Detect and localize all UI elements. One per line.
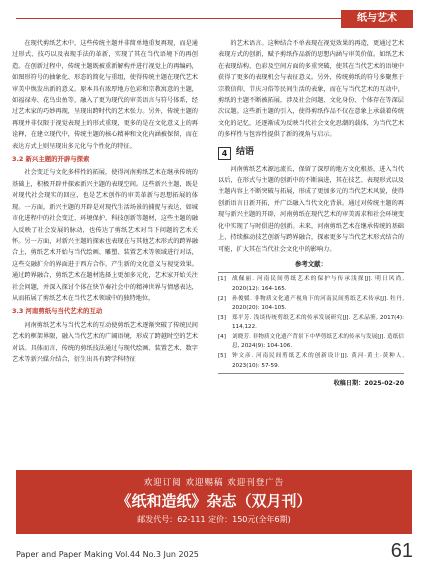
paragraph: 在现代剪纸艺术中，这些传统主题并非简单地重复再现，而是通过形式、技巧以及表现手法的革新，实现了其在当代语境下的再创造。在创新过程中，传统主题既被重新解构并进行视觉上的再编码，如图形符号的抽象化、形态的简化与重组，使得传统主题在现代艺术审美中焕发出新的意义。原本具有浓厚地方色彩和宗教寓意的主题，如福禄寿、花鸟虫鱼等，融入了更为现代的审美语言与符号体系，经过艺术家的巧妙再现，呈现出跨时代的艺术张力。另外，传统主题的再现并非仅限于视觉表现上的形式重现，更多的是在文化意义上的再诠释，在建立现代中，传统主题的核心精神和文化内涵被保留，而在表达方式上则呈现出多元化与个性化的特征。 xyxy=(12,40,198,150)
references-list xyxy=(218,272,404,374)
paragraph: 社会变迁与文化多样性的拓展，使得河南剪纸艺术在继承传统的基础上，积极开辟并探索新兴主题的表现空间。这些新兴主题，既是对现代社会现实的回应，也是艺术创作的审美革新与思想拓展的体现。一方面，新兴主题的开辟是对现代生活场景的捕捉与表达，如城市化进程中的社会变迁、环境保护、科技创新等题材，这些主题的融入反映了社会发展的脉动，也传达了剪纸艺术对当下问题的艺术关怀。另一方面，对新兴主题的探索也表现在与其他艺术形式的跨界融合上，剪纸艺术开始与当代绘画、雕塑、装置艺术等领域进行对话，这些交融扩介的界面进于西方合作，产生新的文化意义与视觉效果。通过跨界融合，剪纸艺术在题材选择上更加多元化，艺术家开始关注社会问题，并深入探讨个体在快节奏社会中的精神世界与情感表达，从而拓展了剪纸艺术在当代艺术领域中的独特地位。 xyxy=(12,169,198,302)
section-title: 结语 xyxy=(236,147,255,158)
reference-item: [4] 刘晓芳. 非物质文化遗产背景下中华剪纸艺术的传承与发展[J]. 造纸信息, 2024(9): 104-106. xyxy=(218,333,404,350)
banner-line-1: 欢迎订阅 欢迎赐稿 欢迎刊登广告 xyxy=(143,478,285,488)
paragraph: 河南剪纸艺术源远流长，保留了深厚的地方文化根基，进入当代以后，在形式与主题的创新中的不断演进，其在技艺、表现形式以及主题内容上不断突破与拓展，形成了更加多元的当代艺术风貌，使得创新语言日新开拓，并广泛融入当代文化背景。通过对传统主题的再现与新兴主题的开辟，河南剪纸在现代艺术的审美需求和社会环境变化中实现了与时俱进的创新。未来，河南剪纸艺术在继承传统的基础上，持续推动技艺创新与跨界融合，探索更多与当代艺术形式结合的可能，扩大其在当代社会文化中的影响力。 xyxy=(218,165,404,253)
header-rule xyxy=(16,18,367,19)
right-column xyxy=(218,38,404,466)
reference-item: [5] 钟文彦. 河南民间剪纸艺术的创新设计[J]. 黄河·黄土·黄种人, 2023(10): 57-59. xyxy=(218,353,404,369)
reference-item: [1] 战佩丽. 河南民间剪纸艺术的保护与传承浅探[J]. 明日风尚, 2020(12): 164-165. xyxy=(218,276,404,292)
journal-footer: Paper and Paper Making Vol.44 No.3 Jun 2025 xyxy=(16,550,199,559)
banner-title: 《纸和造纸》杂志（双月刊） xyxy=(116,492,312,510)
page-number: 61 xyxy=(390,540,413,562)
paragraph: 的艺术语言。这种结合不单表现在视觉效果的再造，更通过艺术表现方式的创新，赋予剪纸作品新的思想内涵与审美价值。如纸艺术在表现结构、色彩及空间方面的多重突破，使其在当代艺术的语境中获得了更多的表现机会与表征意义。另外，传统剪纸的符号多聚焦于宗教信仰、节庆习俗等民间生活的表象，而在与当代艺术的互动中，剪纸的主题不断被拓展，涉及社会问题、文化身份、个体存在等深层次议题。这些新主题的引入，使得剪纸作品不仅在意象上承载着传统文化的记忆，还逐渐成为反映当代社会文化思潮的载体，为当代艺术的多样性与包容性提供了新的视角与启示。 xyxy=(218,40,404,139)
reference-item: [2] 孙俊媛. 非物质文化遗产视角下的河南民间剪纸艺术传承[J]. 牡丹, 2020(20): 104-105. xyxy=(218,295,404,312)
left-column xyxy=(12,38,198,466)
conclusion-heading xyxy=(218,147,404,160)
received-date: 收稿日期：2025-02-20 xyxy=(333,380,404,388)
section-heading-3-2: 3.2 新兴主题的开辟与探索 xyxy=(12,155,90,164)
page-header xyxy=(0,6,427,28)
subscription-banner xyxy=(16,470,412,534)
section-number: 4 xyxy=(218,147,231,160)
reference-item: [3] 郑平芳. 浅谈传统剪纸艺术的传承发展研究[J]. 艺术品鉴, 2017(4): 114,122. xyxy=(218,314,404,331)
references-title: 参考文献： xyxy=(295,259,327,268)
banner-line-3: 邮发代号：62-111 定价：150元(全年6期) xyxy=(137,515,291,524)
section-tag: 纸与艺术 xyxy=(341,10,413,28)
paragraph: 河南剪纸艺术与当代艺术的互动使剪纸艺术逐渐突破了传统民间艺术的框架界限，融入当代艺术的广阔语境，形成了跨越时空的艺术对话。具体而言，传统的剪纸技法通过与现代绘画、装置艺术、数字艺术等新兴媒介结合，衍生出具有跨学科特征 xyxy=(12,321,198,363)
section-heading-3-3: 3.3 河南剪纸与当代艺术的互动 xyxy=(12,307,103,316)
